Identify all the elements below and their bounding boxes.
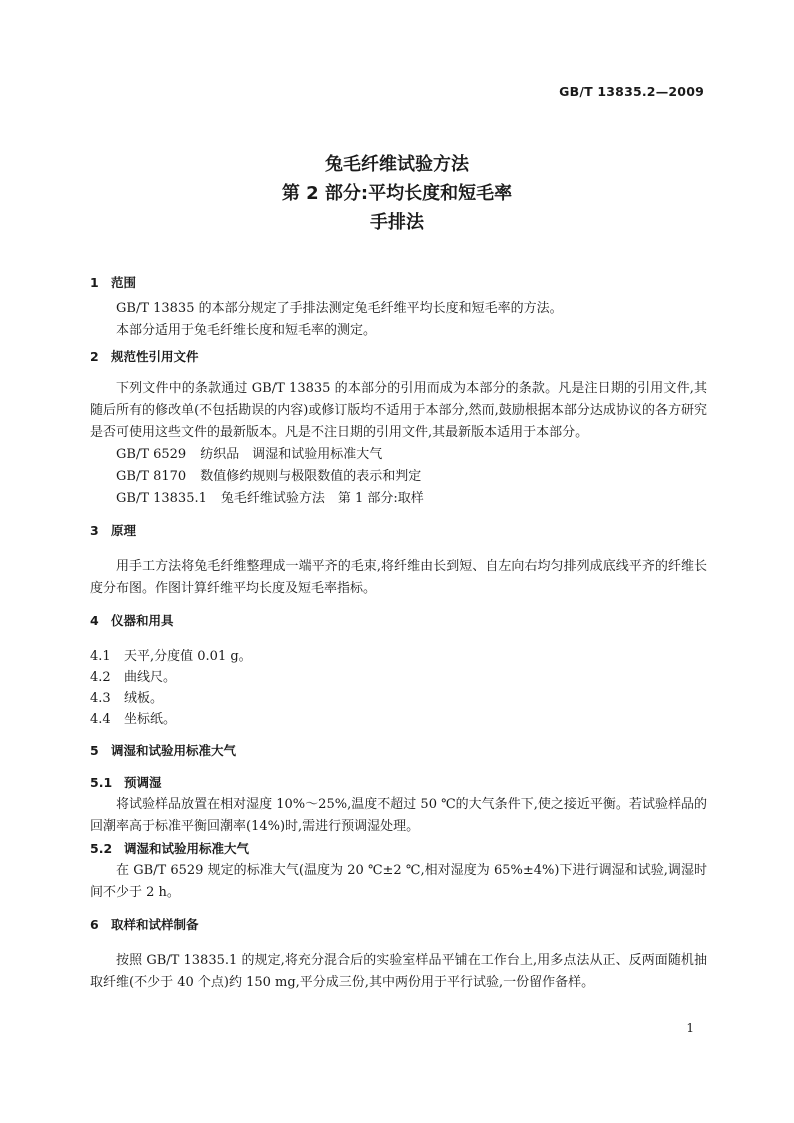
- item-text: 曲线尺。: [124, 670, 177, 685]
- section-title: 规范性引用文件: [111, 349, 199, 364]
- section-6-text: 按照 GB/T 13835.1 的规定,将充分混合后的实验室样品平铺在工作台上,用多点法从正、反两面随机抽取纤维(不少于 40 个点)约 150 mg,平分成三份,其中两份用于平行试验,一份留作备样。: [90, 953, 707, 990]
- reference-name: 兔毛纤维试验方法 第 1 部分:取样: [220, 491, 424, 506]
- item-number: 4.4: [90, 712, 111, 727]
- standard-code: GB/T 13835.2—2009: [559, 84, 704, 99]
- subsection-5-1-heading: [90, 772, 707, 794]
- subsection-5-2-heading: [90, 838, 707, 860]
- item-number: 4.1: [90, 649, 111, 664]
- normative-reference: [90, 444, 707, 466]
- equipment-item: [90, 667, 707, 688]
- section-number: 6: [90, 917, 99, 932]
- reference-code: GB/T 8170: [116, 469, 187, 484]
- section-number: 1: [90, 275, 99, 290]
- equipment-item: [90, 709, 707, 730]
- reference-name: 数值修约规则与极限数值的表示和判定: [200, 469, 422, 484]
- section-2-intro: 下列文件中的条款通过 GB/T 13835 的本部分的引用而成为本部分的条款。凡是注日期的引用文件,其随后所有的修改单(不包括勘误的内容)或修订版均不适用于本部分,然而,鼓励根据本部分达成协议的各方研究是否可使用这些文件的最新版本。凡是不注日期的引用文件,其最新版本适用于本部分。: [90, 381, 707, 440]
- normative-reference: [90, 466, 707, 488]
- section-2-heading: [90, 346, 707, 368]
- reference-code: GB/T 13835.1: [116, 491, 207, 506]
- section-5-heading: [90, 740, 707, 762]
- subsection-5-2-text: 在 GB/T 6529 规定的标准大气(温度为 20 ℃±2 ℃,相对湿度为 65%±4%)下进行调湿和试验,调湿时间不少于 2 h。: [90, 863, 707, 900]
- subsection-number: 5.1: [90, 775, 113, 790]
- item-number: 4.2: [90, 670, 111, 685]
- section-4-heading: [90, 610, 707, 632]
- reference-code: GB/T 6529: [116, 447, 187, 462]
- section-6-heading: [90, 914, 707, 936]
- title-line-1: 兔毛纤维试验方法: [325, 154, 469, 175]
- section-title: 取样和试样制备: [111, 917, 199, 932]
- section-title: 调湿和试验用标准大气: [111, 743, 237, 758]
- item-text: 天平,分度值 0.01 g。: [124, 649, 252, 664]
- title-line-2: 第 2 部分:平均长度和短毛率: [281, 183, 513, 204]
- normative-reference: [90, 488, 707, 510]
- section-number: 2: [90, 349, 99, 364]
- subsection-title: 预调湿: [124, 775, 162, 790]
- section-number: 5: [90, 743, 99, 758]
- subsection-number: 5.2: [90, 841, 113, 856]
- section-number: 3: [90, 523, 99, 538]
- page-number: 1: [686, 1021, 694, 1035]
- item-text: 绒板。: [124, 691, 164, 706]
- section-1-paragraph: GB/T 13835 的本部分规定了手排法测定兔毛纤维平均长度和短毛率的方法。: [116, 301, 563, 316]
- section-number: 4: [90, 613, 99, 628]
- section-1-heading: [90, 272, 707, 294]
- item-text: 坐标纸。: [124, 712, 177, 727]
- reference-name: 纺织品 调湿和试验用标准大气: [200, 447, 383, 462]
- document-body: [90, 272, 707, 994]
- section-3-heading: [90, 520, 707, 542]
- subsection-5-1-text: 将试验样品放置在相对湿度 10%～25%,温度不超过 50 ℃的大气条件下,使之接近平衡。若试验样品的回潮率高于标准平衡回潮率(14%)时,需进行预调湿处理。: [90, 797, 707, 834]
- equipment-item: [90, 646, 707, 667]
- section-title: 仪器和用具: [111, 613, 174, 628]
- equipment-item: [90, 688, 707, 709]
- item-number: 4.3: [90, 691, 111, 706]
- section-3-text: 用手工方法将兔毛纤维整理成一端平齐的毛束,将纤维由长到短、自左向右均匀排列成底线平齐的纤维长度分布图。作图计算纤维平均长度及短毛率指标。: [90, 559, 707, 596]
- document-title: [0, 150, 794, 237]
- section-title: 范围: [111, 275, 137, 290]
- subsection-title: 调湿和试验用标准大气: [124, 841, 250, 856]
- section-1-paragraph: 本部分适用于兔毛纤维长度和短毛率的测定。: [116, 323, 377, 338]
- title-line-3: 手排法: [370, 212, 424, 233]
- section-title: 原理: [111, 523, 137, 538]
